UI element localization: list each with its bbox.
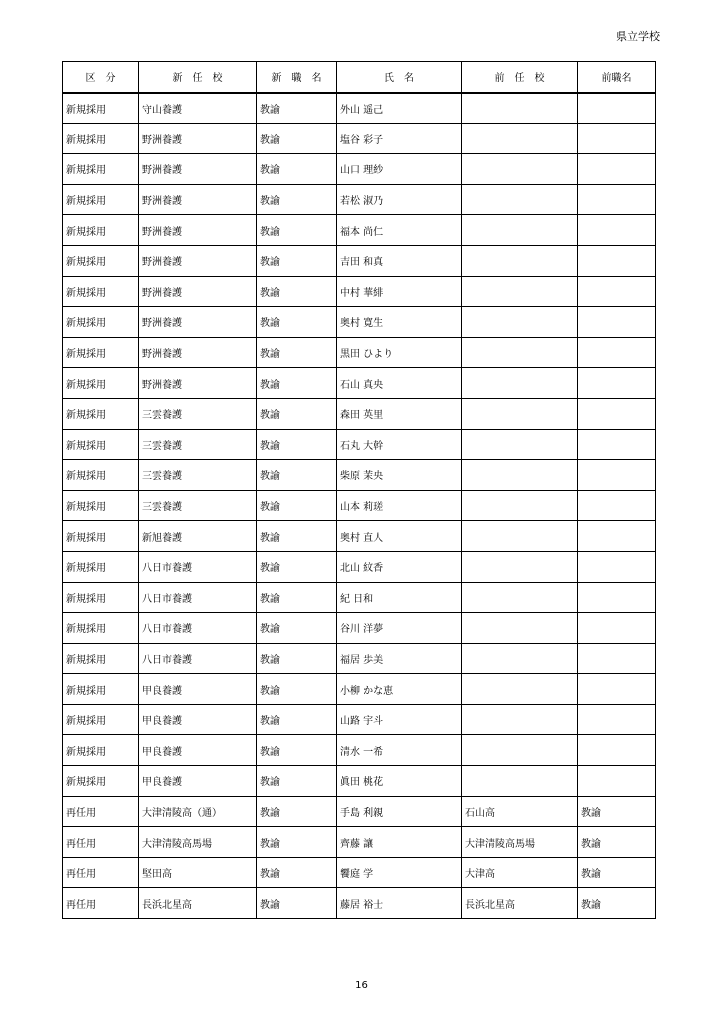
new-position-cell: 教諭 — [257, 123, 337, 154]
division-cell: 新規採用 — [63, 674, 139, 705]
previous-position-cell — [578, 368, 656, 399]
division-cell: 再任用 — [63, 827, 139, 858]
new-school-cell: 野洲養護 — [139, 368, 257, 399]
new-position-cell: 教諭 — [257, 735, 337, 766]
column-header-previous-position: 前職名 — [578, 62, 656, 93]
table-row — [63, 766, 656, 797]
division-cell: 新規採用 — [63, 123, 139, 154]
new-position-cell: 教諭 — [257, 857, 337, 888]
table-row — [63, 888, 656, 919]
table-row — [63, 827, 656, 858]
new-school-cell: 野洲養護 — [139, 184, 257, 215]
previous-position-cell — [578, 154, 656, 185]
division-cell: 新規採用 — [63, 551, 139, 582]
division-cell: 新規採用 — [63, 735, 139, 766]
name-cell: 饗庭 学 — [337, 857, 462, 888]
new-position-cell: 教諭 — [257, 154, 337, 185]
table-row — [63, 704, 656, 735]
previous-position-cell — [578, 123, 656, 154]
name-cell: 黒田 ひより — [337, 337, 462, 368]
previous-school-cell — [462, 643, 578, 674]
previous-position-cell — [578, 551, 656, 582]
division-cell: 新規採用 — [63, 429, 139, 460]
table-row — [63, 429, 656, 460]
previous-position-cell — [578, 582, 656, 613]
previous-school-cell: 石山高 — [462, 796, 578, 827]
table-row — [63, 551, 656, 582]
new-position-cell: 教諭 — [257, 674, 337, 705]
new-school-cell: 三雲養護 — [139, 398, 257, 429]
name-cell: 清水 一希 — [337, 735, 462, 766]
name-cell: 福本 尚仁 — [337, 215, 462, 246]
new-position-cell: 教諭 — [257, 551, 337, 582]
previous-school-cell: 大津清陵高馬場 — [462, 827, 578, 858]
division-cell: 再任用 — [63, 796, 139, 827]
previous-position-cell: 教諭 — [578, 827, 656, 858]
new-school-cell: 野洲養護 — [139, 154, 257, 185]
previous-school-cell — [462, 429, 578, 460]
previous-position-cell — [578, 460, 656, 491]
previous-position-cell — [578, 93, 656, 124]
previous-position-cell — [578, 429, 656, 460]
table-row — [63, 490, 656, 521]
new-school-cell: 大津清陵高馬場 — [139, 827, 257, 858]
table-row — [63, 796, 656, 827]
new-position-cell: 教諭 — [257, 245, 337, 276]
table-row — [63, 93, 656, 124]
previous-position-cell — [578, 215, 656, 246]
table-row — [63, 184, 656, 215]
division-cell: 新規採用 — [63, 521, 139, 552]
new-school-cell: 野洲養護 — [139, 276, 257, 307]
division-cell: 新規採用 — [63, 307, 139, 338]
name-cell: 石山 真央 — [337, 368, 462, 399]
new-school-cell: 八日市養護 — [139, 551, 257, 582]
table-row — [63, 735, 656, 766]
previous-school-cell — [462, 735, 578, 766]
previous-school-cell — [462, 674, 578, 705]
name-cell: 藤居 裕士 — [337, 888, 462, 919]
table-row — [63, 245, 656, 276]
column-header-name: 氏 名 — [337, 62, 462, 93]
new-position-cell: 教諭 — [257, 766, 337, 797]
division-cell: 新規採用 — [63, 398, 139, 429]
new-school-cell: 甲良養護 — [139, 704, 257, 735]
previous-school-cell — [462, 704, 578, 735]
name-cell: 塩谷 彩子 — [337, 123, 462, 154]
new-school-cell: 守山養護 — [139, 93, 257, 124]
name-cell: 福居 歩美 — [337, 643, 462, 674]
division-cell: 新規採用 — [63, 582, 139, 613]
previous-position-cell — [578, 307, 656, 338]
division-cell: 新規採用 — [63, 613, 139, 644]
column-header-previous-school: 前 任 校 — [462, 62, 578, 93]
new-position-cell: 教諭 — [257, 429, 337, 460]
previous-school-cell — [462, 93, 578, 124]
column-header-new-school: 新 任 校 — [139, 62, 257, 93]
name-cell: 石丸 大幹 — [337, 429, 462, 460]
previous-position-cell — [578, 704, 656, 735]
previous-school-cell — [462, 123, 578, 154]
new-position-cell: 教諭 — [257, 368, 337, 399]
table-row — [63, 276, 656, 307]
table-row — [63, 613, 656, 644]
previous-school-cell — [462, 613, 578, 644]
previous-school-cell — [462, 276, 578, 307]
previous-school-cell — [462, 215, 578, 246]
division-cell: 新規採用 — [63, 704, 139, 735]
new-school-cell: 三雲養護 — [139, 490, 257, 521]
name-cell: 山口 理紗 — [337, 154, 462, 185]
division-cell: 新規採用 — [63, 245, 139, 276]
new-school-cell: 八日市養護 — [139, 582, 257, 613]
table-row — [63, 368, 656, 399]
previous-school-cell — [462, 398, 578, 429]
new-school-cell: 野洲養護 — [139, 307, 257, 338]
division-cell: 新規採用 — [63, 643, 139, 674]
previous-position-cell: 教諭 — [578, 857, 656, 888]
previous-school-cell: 長浜北星高 — [462, 888, 578, 919]
previous-position-cell — [578, 276, 656, 307]
new-position-cell: 教諭 — [257, 704, 337, 735]
table-body — [63, 93, 656, 919]
previous-position-cell — [578, 521, 656, 552]
table-header-row — [63, 62, 656, 93]
name-cell: 山路 宇斗 — [337, 704, 462, 735]
name-cell: 吉田 和真 — [337, 245, 462, 276]
previous-position-cell — [578, 643, 656, 674]
new-school-cell: 甲良養護 — [139, 735, 257, 766]
new-position-cell: 教諭 — [257, 613, 337, 644]
previous-school-cell: 大津高 — [462, 857, 578, 888]
name-cell: 北山 紋香 — [337, 551, 462, 582]
previous-position-cell — [578, 766, 656, 797]
table-row — [63, 643, 656, 674]
previous-position-cell: 教諭 — [578, 888, 656, 919]
division-cell: 新規採用 — [63, 766, 139, 797]
new-position-cell: 教諭 — [257, 796, 337, 827]
previous-school-cell — [462, 766, 578, 797]
previous-position-cell — [578, 398, 656, 429]
table-row — [63, 398, 656, 429]
column-header-division: 区 分 — [63, 62, 139, 93]
new-position-cell: 教諭 — [257, 460, 337, 491]
previous-school-cell — [462, 154, 578, 185]
name-cell: 中村 華緋 — [337, 276, 462, 307]
name-cell: 手島 利親 — [337, 796, 462, 827]
new-school-cell: 三雲養護 — [139, 429, 257, 460]
division-cell: 新規採用 — [63, 368, 139, 399]
new-school-cell: 大津清陵高（通） — [139, 796, 257, 827]
new-school-cell: 長浜北星高 — [139, 888, 257, 919]
table-row — [63, 215, 656, 246]
name-cell: 柴原 茉央 — [337, 460, 462, 491]
table-row — [63, 337, 656, 368]
name-cell: 谷川 洋夢 — [337, 613, 462, 644]
table-row — [63, 307, 656, 338]
new-position-cell: 教諭 — [257, 337, 337, 368]
previous-school-cell — [462, 184, 578, 215]
name-cell: 山本 莉瑳 — [337, 490, 462, 521]
previous-school-cell — [462, 490, 578, 521]
division-cell: 再任用 — [63, 857, 139, 888]
division-cell: 新規採用 — [63, 154, 139, 185]
name-cell: 森田 英里 — [337, 398, 462, 429]
name-cell: 紀 日和 — [337, 582, 462, 613]
table-row — [63, 674, 656, 705]
table-row — [63, 123, 656, 154]
previous-position-cell — [578, 245, 656, 276]
table-row — [63, 857, 656, 888]
previous-position-cell — [578, 613, 656, 644]
previous-position-cell — [578, 490, 656, 521]
table-row — [63, 154, 656, 185]
previous-position-cell: 教諭 — [578, 796, 656, 827]
new-position-cell: 教諭 — [257, 888, 337, 919]
new-position-cell: 教諭 — [257, 827, 337, 858]
new-school-cell: 甲良養護 — [139, 674, 257, 705]
new-school-cell: 堅田高 — [139, 857, 257, 888]
previous-position-cell — [578, 337, 656, 368]
division-cell: 新規採用 — [63, 215, 139, 246]
previous-school-cell — [462, 582, 578, 613]
new-position-cell: 教諭 — [257, 398, 337, 429]
new-position-cell: 教諭 — [257, 307, 337, 338]
previous-position-cell — [578, 735, 656, 766]
previous-school-cell — [462, 245, 578, 276]
column-header-new-position: 新 職 名 — [257, 62, 337, 93]
previous-school-cell — [462, 521, 578, 552]
division-cell: 新規採用 — [63, 490, 139, 521]
name-cell: 若松 淑乃 — [337, 184, 462, 215]
previous-school-cell — [462, 551, 578, 582]
new-position-cell: 教諭 — [257, 643, 337, 674]
division-cell: 再任用 — [63, 888, 139, 919]
page-number: 16 — [355, 980, 368, 991]
name-cell: 小柳 かな恵 — [337, 674, 462, 705]
new-position-cell: 教諭 — [257, 184, 337, 215]
previous-school-cell — [462, 337, 578, 368]
previous-position-cell — [578, 184, 656, 215]
new-position-cell: 教諭 — [257, 215, 337, 246]
previous-position-cell — [578, 674, 656, 705]
previous-school-cell — [462, 368, 578, 399]
division-cell: 新規採用 — [63, 276, 139, 307]
previous-school-cell — [462, 460, 578, 491]
new-position-cell: 教諭 — [257, 582, 337, 613]
division-cell: 新規採用 — [63, 93, 139, 124]
new-position-cell: 教諭 — [257, 276, 337, 307]
new-school-cell: 野洲養護 — [139, 123, 257, 154]
division-cell: 新規採用 — [63, 184, 139, 215]
new-school-cell: 甲良養護 — [139, 766, 257, 797]
new-school-cell: 八日市養護 — [139, 643, 257, 674]
table-row — [63, 521, 656, 552]
new-school-cell: 八日市養護 — [139, 613, 257, 644]
new-position-cell: 教諭 — [257, 93, 337, 124]
name-cell: 奥村 直人 — [337, 521, 462, 552]
new-school-cell: 野洲養護 — [139, 337, 257, 368]
name-cell: 外山 遥己 — [337, 93, 462, 124]
new-school-cell: 三雲養護 — [139, 460, 257, 491]
division-cell: 新規採用 — [63, 460, 139, 491]
new-position-cell: 教諭 — [257, 521, 337, 552]
division-cell: 新規採用 — [63, 337, 139, 368]
previous-school-cell — [462, 307, 578, 338]
new-school-cell: 新旭養護 — [139, 521, 257, 552]
new-school-cell: 野洲養護 — [139, 215, 257, 246]
name-cell: 眞田 桃花 — [337, 766, 462, 797]
personnel-table — [62, 61, 656, 919]
page-category-label: 県立学校 — [616, 30, 660, 43]
name-cell: 齊藤 讓 — [337, 827, 462, 858]
new-school-cell: 野洲養護 — [139, 245, 257, 276]
new-position-cell: 教諭 — [257, 490, 337, 521]
name-cell: 奥村 寛生 — [337, 307, 462, 338]
table-row — [63, 460, 656, 491]
table-row — [63, 582, 656, 613]
